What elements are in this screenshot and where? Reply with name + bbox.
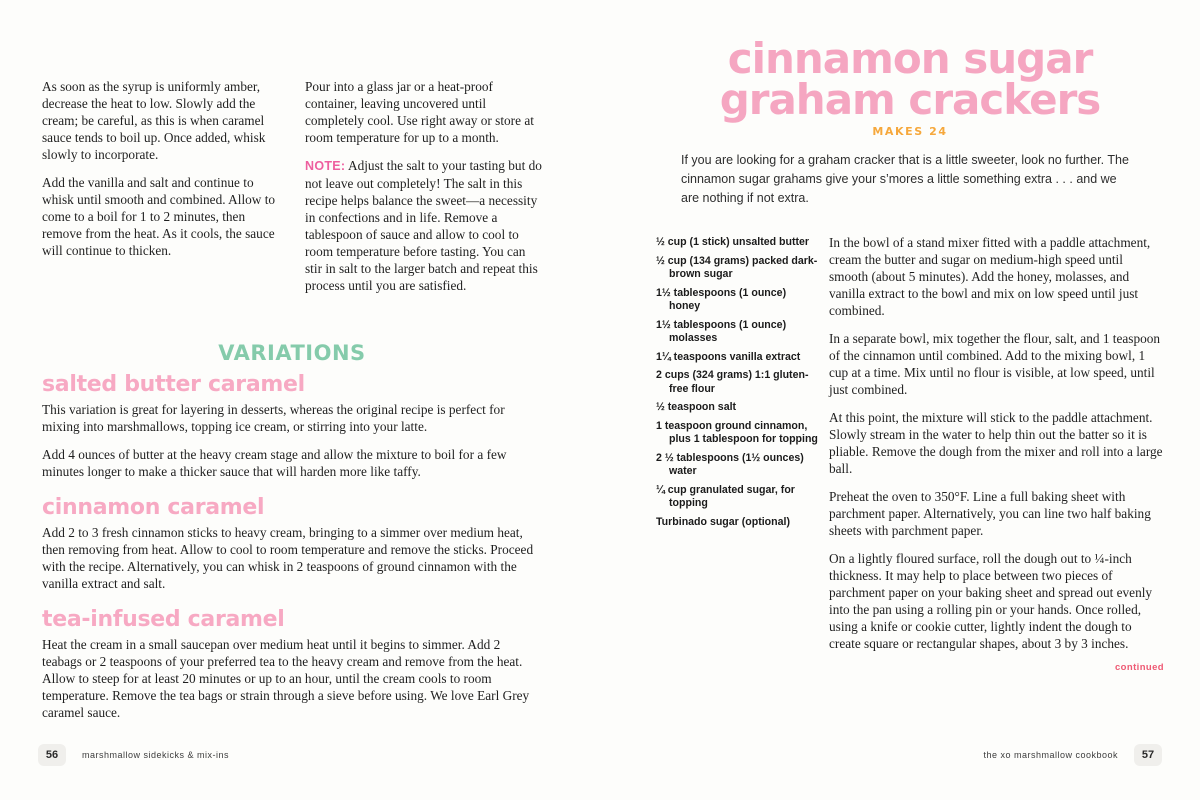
left-page-column-2 — [305, 78, 544, 305]
page-number: 57 — [1134, 744, 1162, 766]
note-label: NOTE: — [305, 159, 346, 173]
note-body: Adjust the salt to your tasting but do not leave out completely! The salt in this recipe helps balance the sweet—a necessity in confections and in life. Remove a tablespoon of sauce and allow to cool to room temperature before tasting. You can stir in salt to the larger batch and repeat this process until you are satisfied. — [305, 158, 542, 293]
ingredient-item: ½ teaspoon salt — [656, 401, 737, 413]
instruction-paragraph: In a separate bowl, mix together the flour, salt, and 1 teaspoon of the cinnamon until combined. Add to the mixing bowl, 1 cup at a time. Mix until no flour is visible, at low speed, until just combined. — [829, 331, 1161, 397]
recipe-title — [660, 34, 1160, 124]
right-page-footer — [640, 744, 1162, 766]
ingredient-item: 2 cups (324 grams) 1:1 gluten-free flour — [656, 369, 809, 395]
variations-sections — [42, 372, 542, 732]
ingredient-item: ½ cup (1 stick) unsalted butter — [656, 236, 810, 248]
body-paragraph: As soon as the syrup is uniformly amber, decrease the heat to low. Slowly add the cream; be careful, as this is when caramel sauce tends to boil up. Once added, whisk slowly to incorporate. — [42, 79, 266, 162]
section-title: tea-infused caramel — [42, 607, 285, 632]
ingredient-item: 1 teaspoon ground cinnamon, plus 1 tablespoon for topping — [656, 419, 818, 445]
recipe-title-line2: graham crackers — [719, 75, 1101, 124]
ingredient-item: Turbinado sugar (optional) — [656, 515, 790, 528]
ingredient-item: ½ cup (134 grams) packed dark-brown sugar — [656, 254, 818, 280]
section-paragraph: Heat the cream in a small saucepan over medium heat until it begins to simmer. Add 2 teabags or 2 teaspoons of your preferred tea to the heavy cream and remove from the heat. Allow to steep for at least 20 minutes or up to an hour, until the cream cools to room temperature. Remove the tea bags or strain through a sieve before using. We love Earl Grey caramel sauce. — [42, 637, 530, 720]
ingredient-list — [656, 236, 818, 534]
section-paragraph: Add 4 ounces of butter at the heavy cream stage and allow the mixture to boil for a few minutes longer to make a thicker sauce that will harden more like taffy. — [42, 447, 507, 479]
running-footer-text: marshmallow sidekicks & mix-ins — [82, 750, 230, 760]
recipe-title-line1: cinnamon sugar — [727, 34, 1093, 83]
ingredient-item: 1½ tablespoons (1 ounce) honey — [656, 286, 787, 312]
body-paragraph: Pour into a glass jar or a heat-proof container, leaving uncovered until completely cool. Use right away or store at room temperature for up to a month. — [305, 79, 534, 145]
ingredient-item: 2 ½ tablespoons (1½ ounces) water — [656, 451, 804, 477]
ingredient-item: 1¼ teaspoons vanilla extract — [656, 350, 801, 363]
section-title: cinnamon caramel — [42, 495, 265, 520]
section-paragraph: Add 2 to 3 fresh cinnamon sticks to heavy cream, bringing to a simmer over medium heat, then removing from heat. Allow to cool to room temperature and remove the sticks. Proceed with the recipe. Alternatively, you can whisk in 2 teaspoons of ground cinnamon with the vanilla extract and salt. — [42, 525, 534, 591]
instruction-paragraph: At this point, the mixture will stick to the paddle attachment. Slowly stream in the water to help thin out the batter so it is pliable. Remove the dough from the mixer and roll into a large ball. — [829, 410, 1163, 476]
note-paragraph — [305, 157, 544, 294]
makes-badge: MAKES 24 — [872, 125, 948, 138]
instruction-list — [829, 234, 1164, 663]
ingredient-item: ¼ cup granulated sugar, for topping — [656, 483, 795, 509]
variations-heading: VARIATIONS — [218, 341, 366, 365]
body-paragraph: Add the vanilla and salt and continue to whisk until smooth and combined. Allow to come to a boil for 1 to 2 minutes, then remove from the heat. As it cools, the sauce will continue to thicken. — [42, 175, 276, 258]
instruction-paragraph: In the bowl of a stand mixer fitted with a paddle attachment, cream the butter and sugar on medium-high speed until smooth (about 5 minutes). Add the honey, molasses, and vanilla extract to the bowl and mix on low speed until just combined. — [829, 235, 1151, 318]
running-footer-text: the xo marshmallow cookbook — [983, 750, 1118, 760]
left-page-column-1 — [42, 78, 283, 270]
instruction-paragraph: On a lightly floured surface, roll the dough out to ¼-inch thickness. It may help to place between two pieces of parchment paper on your baking sheet and spread out evenly into the pan using a rolling pin or your hands. Once rolled, using a knife or cookie cutter, lightly indent the dough to create square or rectangular shapes, about 3 by 3 inches. — [829, 551, 1153, 651]
page-number: 56 — [38, 744, 66, 766]
section-paragraph: This variation is great for layering in desserts, whereas the original recipe is perfect for mixing into marshmallows, topping ice cream, or stirring into your latte. — [42, 402, 505, 434]
section-title: salted butter caramel — [42, 372, 305, 397]
continued-marker: continued — [1115, 662, 1164, 673]
ingredient-item: 1½ tablespoons (1 ounce) molasses — [656, 318, 787, 344]
recipe-intro: If you are looking for a graham cracker that is a little sweeter, look no further. The cinnamon sugar grahams give your s’mores a little something extra . . . and we are nothing if not extra. — [681, 153, 1129, 205]
left-page-footer — [38, 744, 558, 766]
instruction-paragraph: Preheat the oven to 350°F. Line a full baking sheet with parchment paper. Alternatively, you can line two half baking sheets with parchment paper. — [829, 489, 1151, 538]
